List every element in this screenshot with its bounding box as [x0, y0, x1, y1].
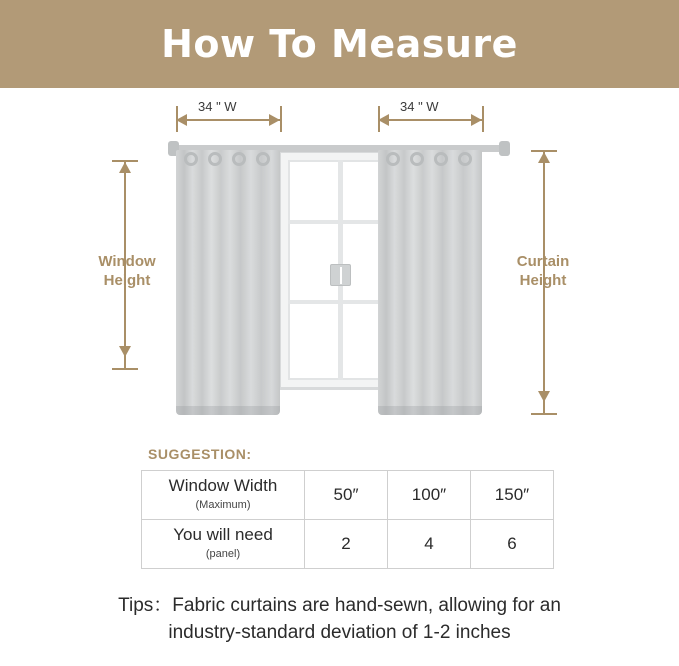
tips-line2: industry-standard deviation of 1-2 inches: [168, 622, 511, 643]
measure-diagram: [0, 88, 679, 448]
row-header-subtitle: (panel): [205, 547, 241, 560]
dim-line-width-left: [176, 119, 280, 121]
dim-arrowhead-right-2: [471, 114, 482, 126]
curtain-height-label: [503, 252, 583, 290]
window-height-label: [84, 252, 170, 290]
table-row: [142, 520, 554, 569]
dim-tick-bottom-window-height: [112, 368, 138, 370]
window-height-label-line2: Height: [103, 272, 151, 289]
dim-tick-right-1: [280, 106, 282, 132]
grommet-icon: [458, 152, 472, 166]
dim-arrowhead-down-window-height: [119, 346, 131, 357]
row-header-title: Window Width: [168, 475, 278, 495]
dim-arrowhead-left-2: [378, 114, 389, 126]
cell-window-width-1: 50″: [305, 471, 388, 520]
row-header-panels-needed: [142, 520, 305, 569]
grommet-icon: [410, 152, 424, 166]
grommet-icon: [256, 152, 270, 166]
dim-label-width-left: 34 " W: [198, 99, 237, 114]
tips-line1: Fabric curtains are hand-sewn, allowing for an: [172, 595, 561, 616]
window-muntin-top: [288, 220, 392, 224]
curtain-height-label-line2: Height: [519, 272, 567, 289]
curtain-height-label-line1: Curtain: [516, 253, 570, 270]
page-title: How To Measure: [161, 22, 518, 66]
suggestion-label: SUGGESTION:: [148, 446, 252, 462]
window-height-label-line1: Window: [98, 253, 156, 270]
curtain-rod-finial-right: [499, 141, 510, 156]
cell-window-width-2: 100″: [388, 471, 471, 520]
dim-tick-bottom-curtain-height: [531, 413, 557, 415]
dim-arrowhead-up-window-height: [119, 162, 131, 173]
cell-panels-1: 2: [305, 520, 388, 569]
grommet-icon: [386, 152, 400, 166]
grommet-icon: [184, 152, 198, 166]
cell-panels-2: 4: [388, 520, 471, 569]
row-header-title: You will need: [173, 524, 273, 544]
row-header-window-width: [142, 471, 305, 520]
curtain-panel-left: [176, 150, 280, 415]
dim-line-width-right: [378, 119, 482, 121]
row-header-subtitle: (Maximum): [195, 498, 251, 511]
header-banner: [0, 0, 679, 88]
grommet-icon: [232, 152, 246, 166]
dim-label-width-right: 34 " W: [400, 99, 439, 114]
dim-arrowhead-left-1: [176, 114, 187, 126]
grommet-icon: [434, 152, 448, 166]
tips-prefix: Tips：: [118, 595, 173, 616]
window-muntin-bottom: [288, 300, 392, 304]
dim-arrowhead-down-curtain-height: [538, 391, 550, 402]
suggestion-table: [141, 470, 554, 569]
curtain-panel-right: [378, 150, 482, 415]
window-handle-icon: [330, 264, 351, 286]
tips-section: [0, 592, 679, 646]
dim-arrowhead-up-curtain-height: [538, 152, 550, 163]
cell-window-width-3: 150″: [471, 471, 554, 520]
grommet-icon: [208, 152, 222, 166]
table-row: [142, 471, 554, 520]
dim-arrowhead-right-1: [269, 114, 280, 126]
cell-panels-3: 6: [471, 520, 554, 569]
dim-tick-right-2: [482, 106, 484, 132]
